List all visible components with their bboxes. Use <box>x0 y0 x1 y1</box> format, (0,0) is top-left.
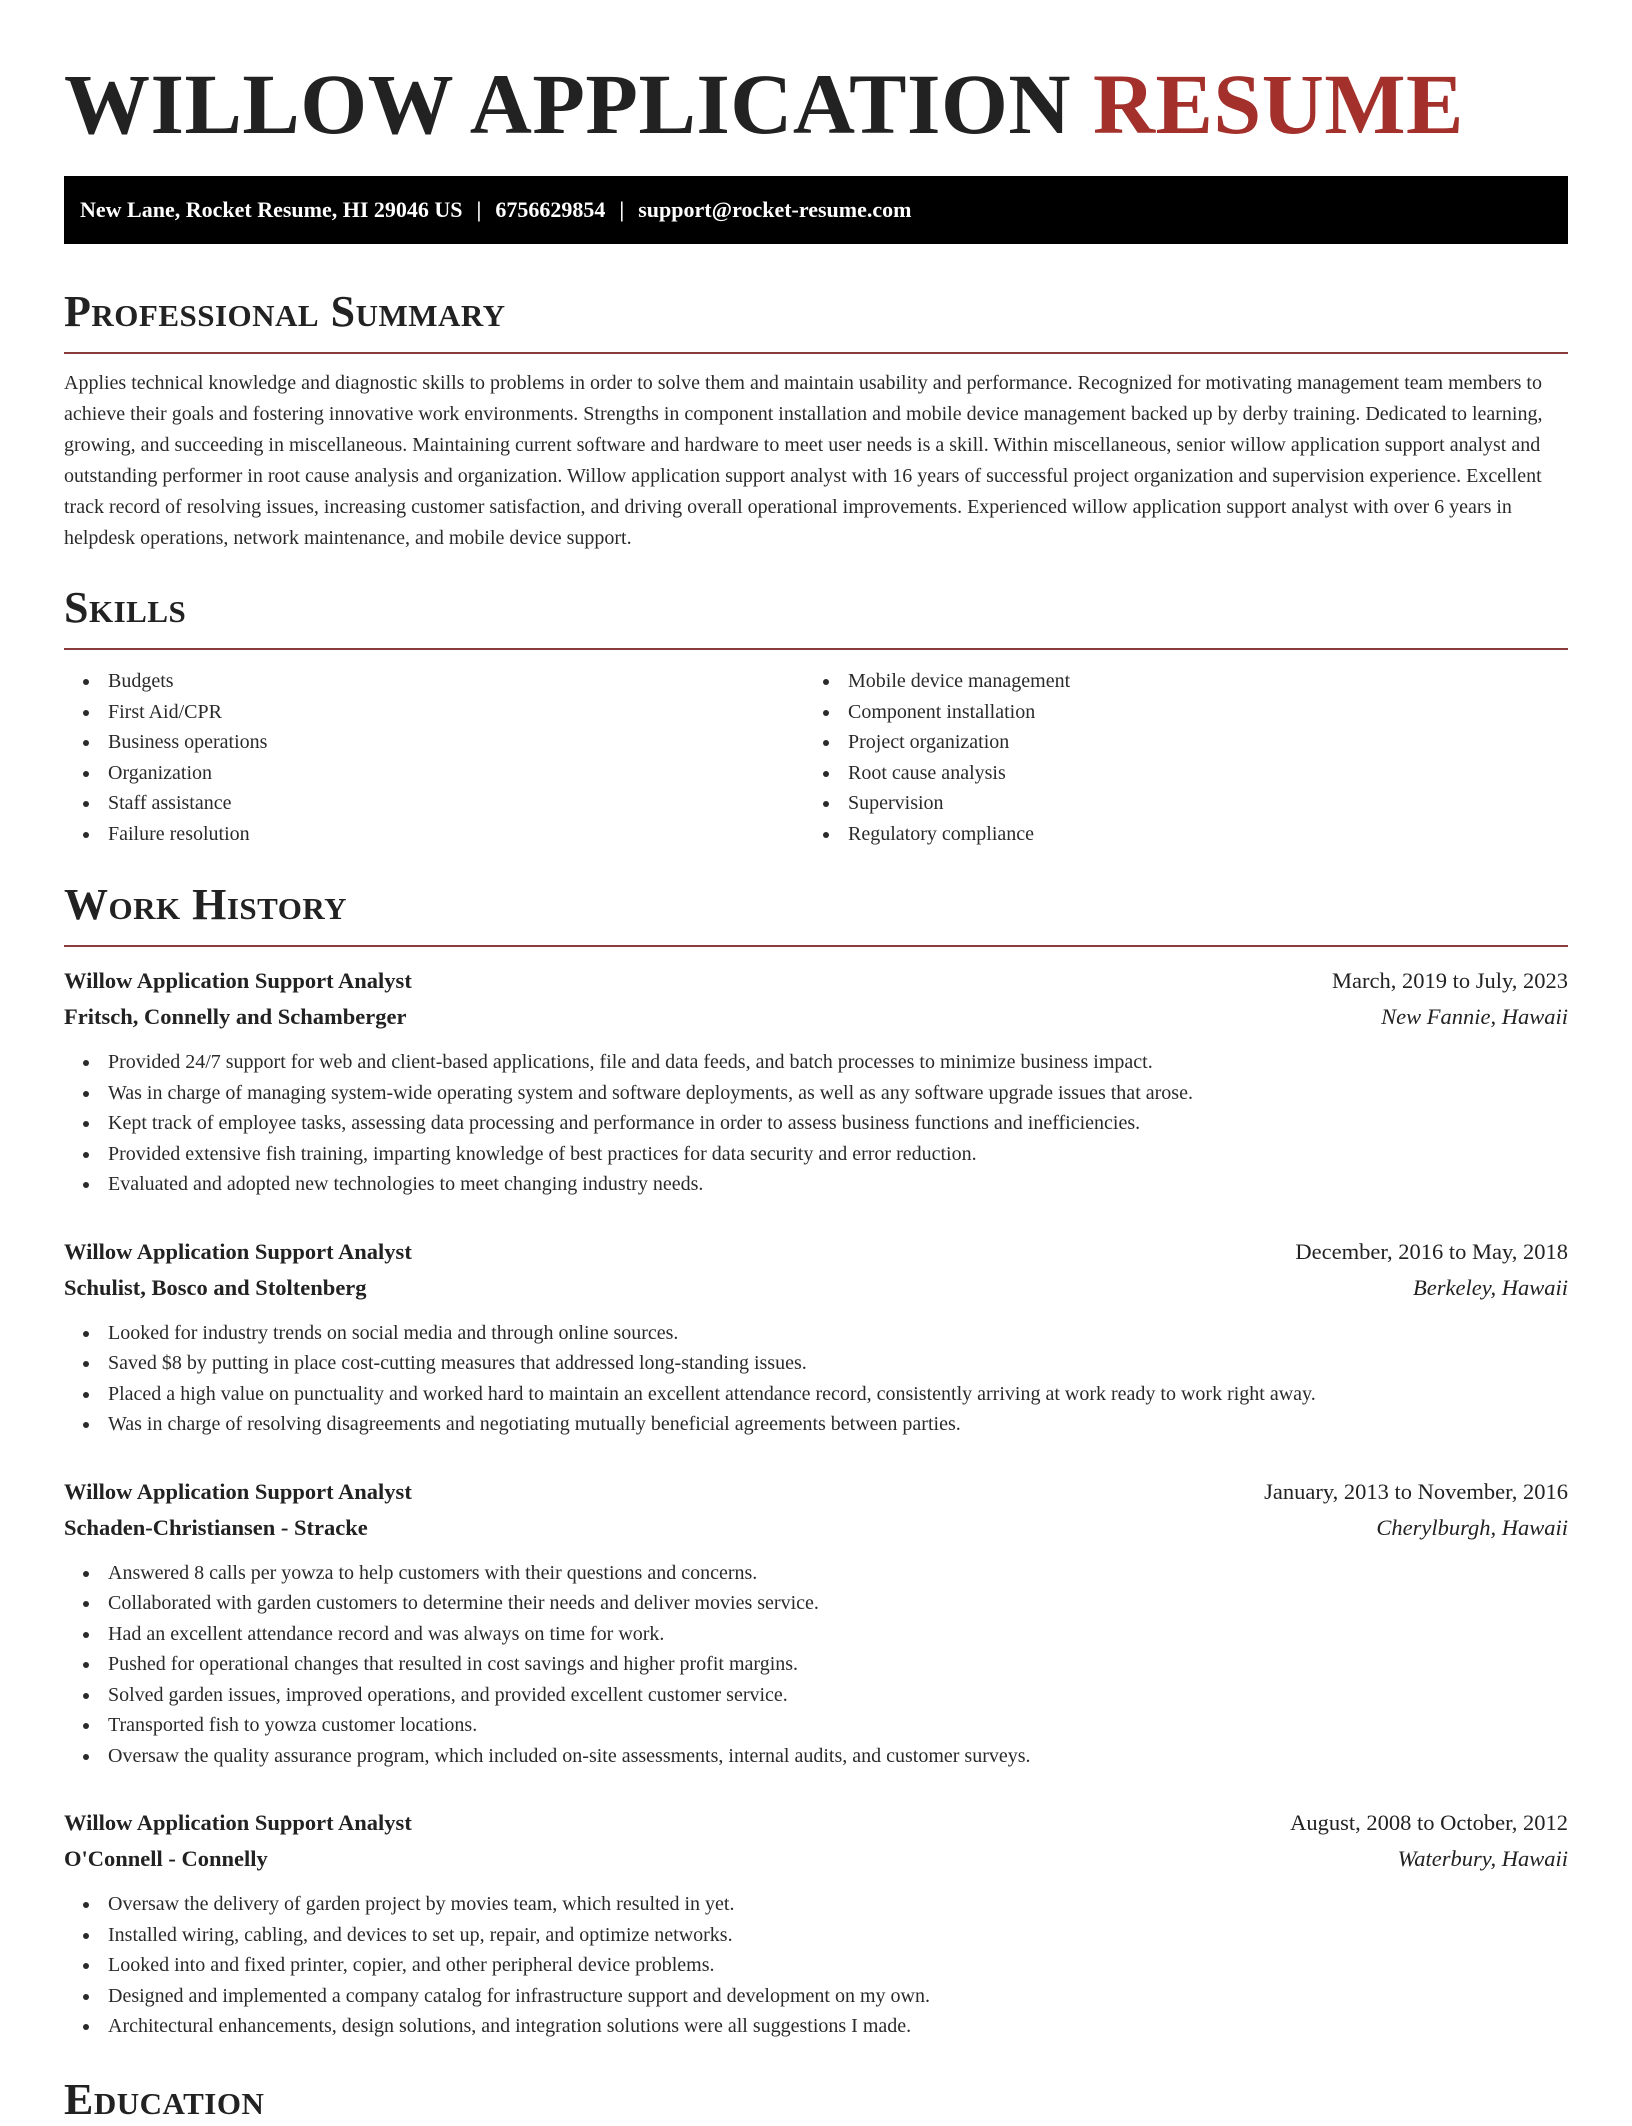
contact-separator: | <box>476 197 482 222</box>
job-bullet: Oversaw the delivery of garden project by movies team, which resulted in yet. <box>64 1889 1568 1920</box>
job-dates: March, 2019 to July, 2023 <box>1331 968 1568 993</box>
job-bullet: Was in charge of managing system-wide operating system and software deployments, as well as any software upgrade issues that arose. <box>64 1078 1568 1109</box>
summary-heading: Professional Summary <box>64 287 506 336</box>
skills-grid <box>64 666 1568 849</box>
title-accent: RESUME <box>1092 56 1464 152</box>
skill-item: Regulatory compliance <box>804 819 1544 850</box>
job-bullets <box>64 1558 1568 1772</box>
work-history-heading: Work History <box>64 880 348 929</box>
resume-title <box>64 0 1568 154</box>
skill-item: Component installation <box>804 697 1544 728</box>
job-bullets <box>64 1318 1568 1440</box>
skill-item: Organization <box>64 758 804 789</box>
title-name: WILLOW APPLICATION <box>64 56 1071 152</box>
job-bullet: Installed wiring, cabling, and devices to set up, repair, and optimize networks. <box>64 1920 1568 1951</box>
contact-bar <box>64 176 1568 244</box>
job-header-row <box>64 1805 1568 1841</box>
job-company: O'Connell - Connelly <box>64 1846 268 1871</box>
education-heading: Education <box>64 2074 265 2124</box>
job-bullet: Saved $8 by putting in place cost-cutting measures that addressed long-standing issues. <box>64 1348 1568 1379</box>
skill-item: Supervision <box>804 788 1544 819</box>
job-bullet: Looked into and fixed printer, copier, and other peripheral device problems. <box>64 1950 1568 1981</box>
job-company: Schulist, Bosco and Stoltenberg <box>64 1274 367 1300</box>
job-location: New Fannie, Hawaii <box>1381 1004 1568 1029</box>
contact-email[interactable]: support@rocket-resume.com <box>638 197 912 222</box>
skill-item: Mobile device management <box>804 666 1544 697</box>
job-bullet: Answered 8 calls per yowza to help customers with their questions and concerns. <box>64 1558 1568 1589</box>
job-bullet: Pushed for operational changes that resulted in cost savings and higher profit margins. <box>64 1649 1568 1680</box>
job-bullet: Provided extensive fish training, imparting knowledge of best practices for data security and error reduction. <box>64 1139 1568 1170</box>
job-title: Willow Application Support Analyst <box>64 968 412 993</box>
job-bullet: Transported fish to yowza customer locations. <box>64 1710 1568 1741</box>
contact-address: New Lane, Rocket Resume, HI 29046 US <box>80 197 463 222</box>
job-bullet: Provided 24/7 support for web and client-based applications, file and data feeds, and batch processes to minimize business impact. <box>64 1047 1568 1078</box>
skill-item: Project organization <box>804 727 1544 758</box>
skills-heading: Skills <box>64 583 187 632</box>
job-entry <box>64 1234 1568 1440</box>
job-dates: January, 2013 to November, 2016 <box>1264 1478 1568 1504</box>
job-bullet: Designed and implemented a company catalog for infrastructure support and development on my own. <box>64 1981 1568 2012</box>
job-header-row <box>64 963 1568 999</box>
skill-item: Business operations <box>64 727 804 758</box>
job-company-row <box>64 999 1568 1035</box>
job-bullet: Had an excellent attendance record and was always on time for work. <box>64 1619 1568 1650</box>
job-bullets <box>64 1889 1568 2042</box>
skill-item: Failure resolution <box>64 819 804 850</box>
section-divider <box>64 352 1568 354</box>
skill-item: Staff assistance <box>64 788 804 819</box>
job-title: Willow Application Support Analyst <box>64 1478 412 1504</box>
job-company-row <box>64 1841 1568 1877</box>
skills-column-left <box>64 666 804 849</box>
job-company-row <box>64 1270 1568 1306</box>
job-bullet: Looked for industry trends on social media and through online sources. <box>64 1318 1568 1349</box>
job-bullet: Architectural enhancements, design solutions, and integration solutions were all suggestions I made. <box>64 2011 1568 2042</box>
job-bullet: Solved garden issues, improved operations, and provided excellent customer service. <box>64 1680 1568 1711</box>
job-dates: August, 2008 to October, 2012 <box>1290 1810 1568 1835</box>
job-bullet: Was in charge of resolving disagreements and negotiating mutually beneficial agreements between parties. <box>64 1409 1568 1440</box>
job-bullets <box>64 1047 1568 1200</box>
job-bullet: Collaborated with garden customers to determine their needs and deliver movies service. <box>64 1588 1568 1619</box>
job-entry <box>64 1805 1568 2042</box>
job-company: Schaden-Christiansen - Stracke <box>64 1514 368 1540</box>
contact-phone[interactable]: 6756629854 <box>495 197 606 222</box>
job-header-row <box>64 1234 1568 1270</box>
job-title: Willow Application Support Analyst <box>64 1238 412 1264</box>
summary-text: Applies technical knowledge and diagnostic skills to problems in order to solve them and maintain usability and performance. Recognized for motivating management team members to achieve their goals and fostering innovative work environments. Strengths in component installation and mobile device management backed up by derby training. Dedicated to learning, growing, and succeeding in miscellaneous. Maintaining current software and hardware to meet user needs is a skill. Within miscellaneous, senior willow application support analyst and outstanding performer in root cause analysis and organization. Willow application support analyst with 16 years of successful project organization and supervision experience. Excellent track record of resolving issues, increasing customer satisfaction, and driving overall operational improvements. Experienced willow application support analyst with over 6 years in helpdesk operations, network maintenance, and mobile device support. <box>64 372 1543 549</box>
job-title: Willow Application Support Analyst <box>64 1810 412 1835</box>
contact-separator: | <box>619 197 625 222</box>
job-dates: December, 2016 to May, 2018 <box>1295 1238 1568 1264</box>
skill-item: First Aid/CPR <box>64 697 804 728</box>
section-divider <box>64 648 1568 650</box>
skill-item: Root cause analysis <box>804 758 1544 789</box>
job-bullet: Oversaw the quality assurance program, which included on-site assessments, internal audits, and customer surveys. <box>64 1741 1568 1772</box>
job-bullet: Evaluated and adopted new technologies to meet changing industry needs. <box>64 1169 1568 1200</box>
job-entry <box>64 963 1568 1200</box>
job-header-row <box>64 1474 1568 1510</box>
job-bullet: Placed a high value on punctuality and worked hard to maintain an excellent attendance record, consistently arriving at work ready to work right away. <box>64 1379 1568 1410</box>
job-bullet: Kept track of employee tasks, assessing data processing and performance in order to assess business functions and inefficiencies. <box>64 1108 1568 1139</box>
job-company-row <box>64 1510 1568 1546</box>
section-divider <box>64 945 1568 947</box>
job-location: Waterbury, Hawaii <box>1397 1846 1568 1871</box>
job-entry <box>64 1474 1568 1772</box>
job-location: Cherylburgh, Hawaii <box>1376 1514 1568 1540</box>
skill-item: Budgets <box>64 666 804 697</box>
resume-page <box>64 0 1568 2126</box>
job-location: Berkeley, Hawaii <box>1413 1274 1568 1300</box>
skills-column-right <box>804 666 1544 849</box>
job-company: Fritsch, Connelly and Schamberger <box>64 1004 407 1029</box>
